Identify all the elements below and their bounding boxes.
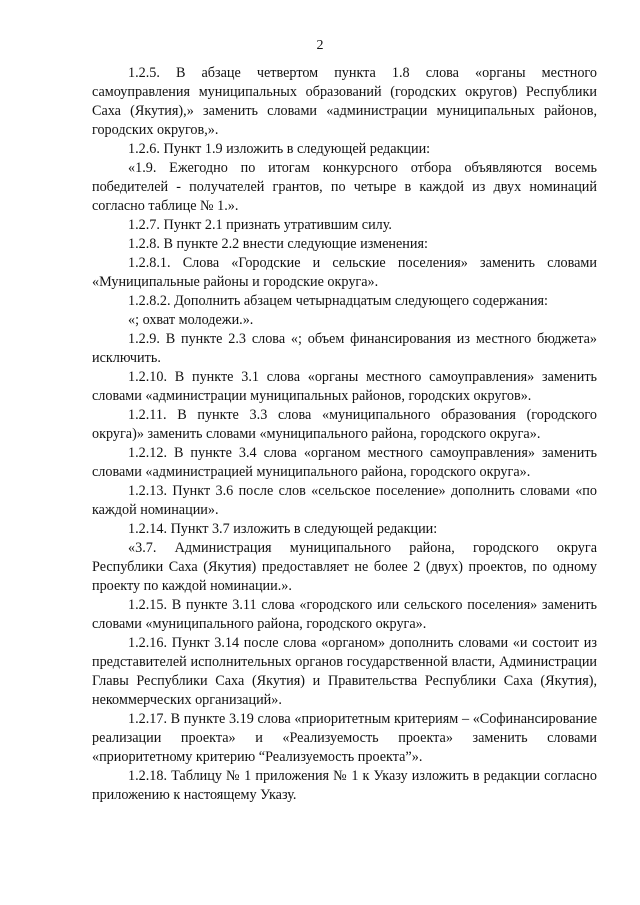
paragraph-1-2-14: 1.2.14. Пункт 3.7 изложить в следующей редакции: <box>128 521 438 537</box>
paragraph-1-2-7: 1.2.7. Пункт 2.1 признать утратившим силу. <box>128 217 392 233</box>
paragraph-1-2-8-1: 1.2.8.1. Слова «Городские и сельские поселения» заменить словами «Муниципальные районы и городские округа». <box>92 255 597 290</box>
paragraph-1-2-18: 1.2.18. Таблицу № 1 приложения № 1 к Указу изложить в редакции согласно приложению к настоящему Указу. <box>92 768 597 803</box>
paragraph-1-2-13: 1.2.13. Пункт 3.6 после слов «сельское поселение» дополнить словами «по каждой номинации». <box>92 483 597 518</box>
paragraph-1-2-8: 1.2.8. В пункте 2.2 внести следующие изменения: <box>128 236 428 252</box>
paragraph-quote-3-7: «3.7. Администрация муниципального района, городского округа Республики Саха (Якутия) предоставляет не более 2 (двух) проектов, по одному проекту по каждой номинации.». <box>92 540 597 594</box>
page-number: 2 <box>316 38 324 53</box>
paragraph-1-2-8-2: 1.2.8.2. Дополнить абзацем четырнадцатым следующего содержания: <box>128 293 548 309</box>
paragraph-1-2-17: 1.2.17. В пункте 3.19 слова «приоритетным критериям – «Софинансирование реализации проекта» и «Реализуемость проекта» заменить словами «приоритетному критерию “Реализуемость проекта”». <box>92 711 597 765</box>
paragraph-1-2-9: 1.2.9. В пункте 2.3 слова «; объем финансирования из местного бюджета» исключить. <box>92 331 597 366</box>
paragraph-1-2-5: 1.2.5. В абзаце четвертом пункта 1.8 слова «органы местного самоуправления муниципальных образований (городских округов) Республики Саха (Якутия),» заменить словами «администрации муниципальных районов, городских округов,». <box>92 65 597 138</box>
paragraph-youth-coverage: «; охват молодежи.». <box>128 312 254 328</box>
paragraph-1-2-15: 1.2.15. В пункте 3.11 слова «городского или сельского поселения» заменить словами «муниципального района, городского округа». <box>92 597 597 632</box>
paragraph-1-2-16: 1.2.16. Пункт 3.14 после слова «органом» дополнить словами «и состоит из представителей исполнительных органов государственной власти, Администрации Главы Республики Саха (Якутия) и Правительства Республики Саха (Якутия), некоммерческих организаций». <box>92 635 597 708</box>
paragraph-1-2-11: 1.2.11. В пункте 3.3 слова «муниципального образования (городского округа)» заменить словами «муниципального района, городского округа». <box>92 407 597 442</box>
paragraph-1-2-6: 1.2.6. Пункт 1.9 изложить в следующей редакции: <box>128 141 431 157</box>
paragraph-1-2-12: 1.2.12. В пункте 3.4 слова «органом местного самоуправления» заменить словами «администрацией муниципального района, городского округа». <box>92 445 597 480</box>
document-body <box>92 64 597 805</box>
paragraph-quote-1-9: «1.9. Ежегодно по итогам конкурсного отбора объявляются восемь победителей - получателей грантов, по четыре в каждой из двух номинаций согласно таблице № 1.». <box>92 160 597 214</box>
paragraph-1-2-10: 1.2.10. В пункте 3.1 слова «органы местного самоуправления» заменить словами «администрации муниципальных районов, городских округов». <box>92 369 597 404</box>
